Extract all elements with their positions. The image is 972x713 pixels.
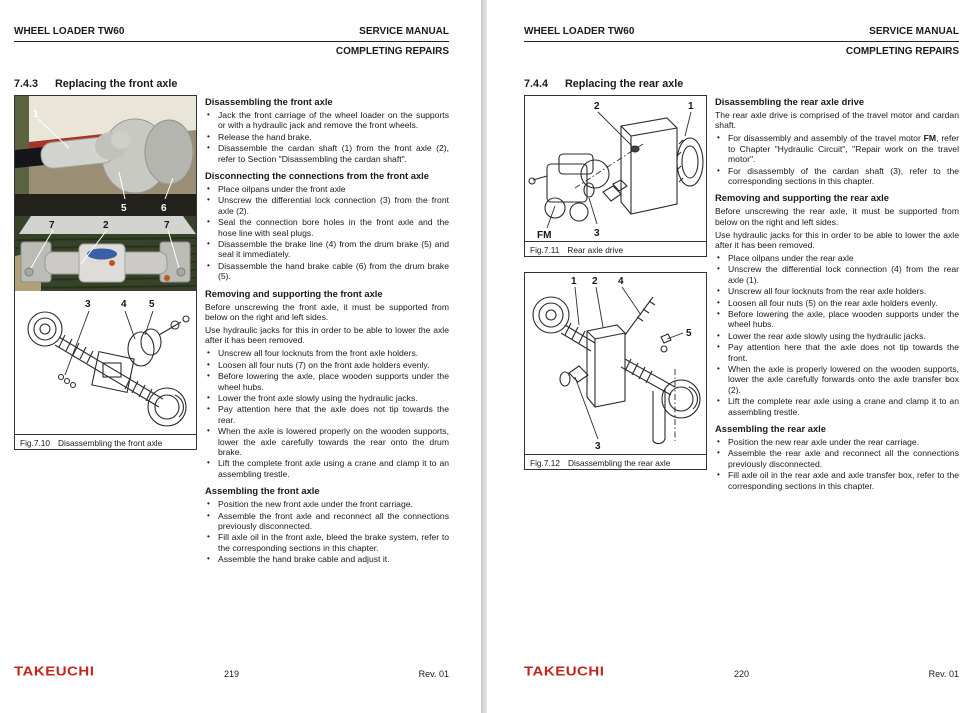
bullet-marker: • xyxy=(207,532,210,542)
content-heading: Removing and supporting the front axle xyxy=(205,287,383,299)
bullet-marker: • xyxy=(207,499,210,509)
takeuchi-logo: TAKEUCHI xyxy=(524,664,605,679)
section-heading xyxy=(524,78,683,90)
bullet-item xyxy=(205,554,449,564)
bullet-marker: • xyxy=(717,252,720,262)
bullet-marker: • xyxy=(207,260,210,270)
header-chapter: COMPLETING REPAIRS xyxy=(845,46,959,57)
bullet-marker: • xyxy=(207,426,210,436)
bullet-item xyxy=(715,133,959,164)
bullet-marker: • xyxy=(717,470,720,480)
figure-caption xyxy=(525,241,706,256)
bullet-text: Fill axle oil in the front axle, bleed the brake system, refer to the corresponding sections in this chapter. xyxy=(218,532,449,553)
part-label-2: 2 xyxy=(594,101,600,112)
paragraph: Use hydraulic jacks for this in order to be able to lower the axle after it has been removed. xyxy=(205,325,449,346)
bullet-item xyxy=(715,253,959,263)
part-label-3: 3 xyxy=(594,228,600,239)
bullet-text: Disassemble the hand brake cable (6) from the drum brake (5). xyxy=(218,260,449,282)
bullet-marker: • xyxy=(717,330,720,340)
figure-caption xyxy=(525,454,706,469)
bullet-item xyxy=(715,470,959,491)
bullet-marker: • xyxy=(717,437,720,447)
bullet-marker: • xyxy=(717,297,720,307)
part-label-2: 2 xyxy=(103,220,109,231)
bullet-marker: • xyxy=(207,131,210,141)
bullet-text: Release the hand brake. xyxy=(218,131,312,142)
bullet-text: Assemble the front axle and reconnect all the connections previously disconnected. xyxy=(218,510,449,531)
bullet-marker: • xyxy=(717,342,720,352)
bullet-marker: • xyxy=(207,348,210,358)
part-label-7b: 7 xyxy=(164,220,170,231)
bullet-text: Lower the front axle slowly using the hydraulic jacks. xyxy=(218,392,418,403)
bullet-marker: • xyxy=(207,554,210,564)
revision-label: Rev. 01 xyxy=(928,669,959,679)
content-heading: Removing and supporting the rear axle xyxy=(715,192,889,204)
bullet-text: When the axle is lowered properly on the wooden supports, lower the axle carefully towards the rear onto the drum brake. xyxy=(218,426,449,457)
part-label-5: 5 xyxy=(686,328,692,339)
bullet-item xyxy=(205,511,449,532)
bullet-marker: • xyxy=(207,359,210,369)
bullet-marker: • xyxy=(717,396,720,406)
part-label-3: 3 xyxy=(85,299,91,310)
bullet-text: Position the new front axle under the front carriage. xyxy=(218,499,413,510)
bullet-marker: • xyxy=(717,264,720,274)
part-label-5: 5 xyxy=(121,203,127,214)
body-text-column xyxy=(715,95,959,492)
page-number: 219 xyxy=(223,669,240,679)
bullet-text: Disassemble the brake line (4) from the drum brake (5) and seal it immediately. xyxy=(218,239,449,260)
header-rule xyxy=(14,41,449,42)
section-number: 7.4.4 xyxy=(524,78,549,90)
figure-caption xyxy=(15,434,196,449)
bullet-text: Lift the complete front axle using a crane and clamp it to an assembling trestle. xyxy=(218,458,449,479)
part-label-4: 4 xyxy=(121,299,127,310)
bullet-item xyxy=(205,184,449,194)
bullet-text: Jack the front carriage of the wheel loader on the supports or with a hydraulic jack and remove the front wheels. xyxy=(218,110,449,131)
bullet-text: Place oilpans under the rear axle xyxy=(728,252,854,263)
part-label-1: 1 xyxy=(688,101,694,112)
bullet-text: Loosen all four nuts (7) on the front axle holders evenly. xyxy=(218,359,430,370)
part-label-6: 6 xyxy=(161,203,167,214)
bullet-text: Position the new rear axle under the rear carriage. xyxy=(728,437,920,448)
header-manual-title: SERVICE MANUAL xyxy=(869,26,959,37)
bullet-text: Before lowering the axle, place wooden supports under the wheel hubs. xyxy=(218,371,449,392)
bullet-item xyxy=(715,437,959,447)
section-number: 7.4.3 xyxy=(14,78,39,90)
paragraph: Before unscrewing the front axle, it must be supported from below on the right and left sides. xyxy=(205,301,449,323)
front-axle-mounted-photo xyxy=(15,216,196,291)
rear-axle-exploded-drawing xyxy=(525,273,706,455)
bullet-marker: • xyxy=(207,217,210,227)
bullet-item xyxy=(715,286,959,296)
bullet-item xyxy=(205,261,449,282)
figure-number: Fig.7.10 xyxy=(20,438,50,448)
figure-7-12 xyxy=(524,272,707,470)
manual-page-left xyxy=(0,0,481,713)
bullet-marker: • xyxy=(207,392,210,402)
bullet-text: For disassembly and assembly of the travel motor FM, refer to Chapter "Hydraulic Circuit", "Repair work on the travel motor". xyxy=(728,133,959,165)
header-model: WHEEL LOADER TW60 xyxy=(14,26,125,37)
figure-caption-text: Rear axle drive xyxy=(567,245,624,255)
bullet-item xyxy=(205,132,449,142)
bullet-item xyxy=(205,532,449,553)
bullet-item xyxy=(715,331,959,341)
bullet-marker: • xyxy=(717,133,720,143)
bullet-item xyxy=(205,404,449,425)
paragraph: Before unscrewing the rear axle, it must be supported from below on the right and left sides. xyxy=(715,206,959,227)
bullet-text: Pay attention here that the axle does not tip towards the front. xyxy=(728,342,959,363)
bullet-marker: • xyxy=(207,404,210,414)
part-label-5b: 5 xyxy=(149,299,155,310)
front-axle-exploded-drawing xyxy=(15,291,196,434)
bullet-text: Seal the connection bore holes in the front axle and the hose line with seal plugs. xyxy=(218,217,449,238)
bullet-item xyxy=(715,298,959,308)
bullet-marker: • xyxy=(717,286,720,296)
bullet-marker: • xyxy=(207,110,210,119)
bullet-item xyxy=(715,309,959,330)
takeuchi-logo: TAKEUCHI xyxy=(14,664,95,679)
bullet-item xyxy=(205,217,449,238)
bullet-text: Unscrew the differential lock connection (4) from the rear axle (1). xyxy=(728,264,959,285)
content-heading: Disassembling the rear axle drive xyxy=(715,96,865,107)
bullet-item xyxy=(205,360,449,370)
part-label-fm: FM xyxy=(537,230,552,241)
bullet-marker: • xyxy=(717,448,720,458)
bullet-item xyxy=(715,364,959,395)
bullet-item xyxy=(205,143,449,164)
bullet-marker: • xyxy=(207,184,210,194)
bullet-text: Disassemble the cardan shaft (1) from the front axle (2), refer to Section "Disassembling the cardan shaft". xyxy=(218,143,449,164)
part-label-1: 1 xyxy=(33,109,39,120)
bullet-item xyxy=(205,348,449,358)
bullet-text: Place oilpans under the front axle xyxy=(218,184,346,195)
bullet-item xyxy=(205,239,449,260)
header-chapter: COMPLETING REPAIRS xyxy=(335,46,449,57)
bullet-item xyxy=(715,166,959,187)
bullet-text: Fill axle oil in the rear axle and axle transfer box, refer to the corresponding sections in this chapter. xyxy=(728,470,959,491)
content-heading: Disconnecting the connections from the front axle xyxy=(205,170,429,182)
paragraph: Use hydraulic jacks for this in order to be able to lower the axle after it has been removed. xyxy=(715,229,959,251)
section-title: Replacing the front axle xyxy=(55,78,178,90)
header-manual-title: SERVICE MANUAL xyxy=(359,26,449,37)
bullet-text: Assemble the rear axle and reconnect all the connections previously disconnected. xyxy=(728,448,959,469)
figure-caption-text: Disassembling the front axle xyxy=(57,438,163,448)
bullet-text: Assemble the hand brake cable and adjust it. xyxy=(218,554,390,565)
content-heading: Assembling the front axle xyxy=(205,485,320,497)
bullet-marker: • xyxy=(207,143,210,153)
bullet-item xyxy=(715,342,959,363)
paragraph: The rear axle drive is comprised of the travel motor and cardan shaft. xyxy=(715,110,959,131)
bullet-marker: • xyxy=(207,510,210,520)
bullet-text: Lower the rear axle slowly using the hydraulic jacks. xyxy=(728,330,926,341)
part-label-7a: 7 xyxy=(49,220,55,231)
page-number: 220 xyxy=(733,669,750,679)
bullet-marker: • xyxy=(207,458,210,468)
bullet-text: Loosen all four nuts (5) on the rear axle holders evenly. xyxy=(728,297,938,308)
part-label-4: 4 xyxy=(618,276,624,287)
bullet-item xyxy=(715,264,959,285)
bullet-item xyxy=(715,396,959,417)
bullet-text: Unscrew all four locknuts from the rear axle holders. xyxy=(728,286,927,297)
part-label-2: 2 xyxy=(592,276,598,287)
bullet-item xyxy=(205,371,449,392)
bullet-text: Lift the complete rear axle using a crane and clamp it to an assembling trestle. xyxy=(728,396,959,417)
manual-page-right xyxy=(487,0,972,713)
bullet-text: Pay attention here that the axle does not tip towards the rear. xyxy=(218,404,449,425)
section-heading xyxy=(14,78,177,90)
content-heading: Disassembling the front axle xyxy=(205,96,333,107)
part-label-1: 1 xyxy=(571,276,577,287)
bullet-text: Unscrew all four locknuts from the front axle holders. xyxy=(218,348,419,359)
bullet-item xyxy=(205,499,449,509)
header-rule xyxy=(524,41,959,42)
bullet-marker: • xyxy=(207,195,210,205)
bullet-item xyxy=(205,110,449,131)
bullet-text: For disassembly of the cardan shaft (3), refer to the corresponding sections in this chapter. xyxy=(728,165,959,186)
figure-7-11 xyxy=(524,95,707,257)
figure-number: Fig.7.11 xyxy=(530,245,560,255)
figure-caption-text: Disassembling the rear axle xyxy=(567,458,671,468)
bullet-item xyxy=(205,393,449,403)
bullet-item xyxy=(205,195,449,216)
figure-7-10 xyxy=(14,95,197,450)
cardan-shaft-photo xyxy=(15,96,196,216)
bullet-item xyxy=(715,448,959,469)
bullet-text: Before lowering the axle, place wooden supports under the wheel hubs. xyxy=(728,309,959,330)
body-text-column xyxy=(205,95,449,566)
header-model: WHEEL LOADER TW60 xyxy=(524,26,635,37)
bullet-text: Unscrew the differential lock connection (3) from the front axle (2). xyxy=(218,195,449,216)
bullet-item xyxy=(205,426,449,457)
bullet-marker: • xyxy=(717,309,720,318)
bullet-item xyxy=(205,458,449,479)
bullet-marker: • xyxy=(717,364,720,374)
bullet-text: When the axle is properly lowered on the wooden supports, lower the axle carefully forwards onto the axle transfer box (2). xyxy=(728,364,959,395)
content-heading: Assembling the rear axle xyxy=(715,423,826,435)
revision-label: Rev. 01 xyxy=(418,669,449,679)
bullet-marker: • xyxy=(207,239,210,249)
figure-number: Fig.7.12 xyxy=(530,458,560,468)
section-title: Replacing the rear axle xyxy=(565,78,684,90)
bullet-marker: • xyxy=(207,371,210,381)
rear-axle-drive-drawing xyxy=(525,96,706,242)
bullet-marker: • xyxy=(717,165,720,175)
part-label-3: 3 xyxy=(595,441,601,452)
